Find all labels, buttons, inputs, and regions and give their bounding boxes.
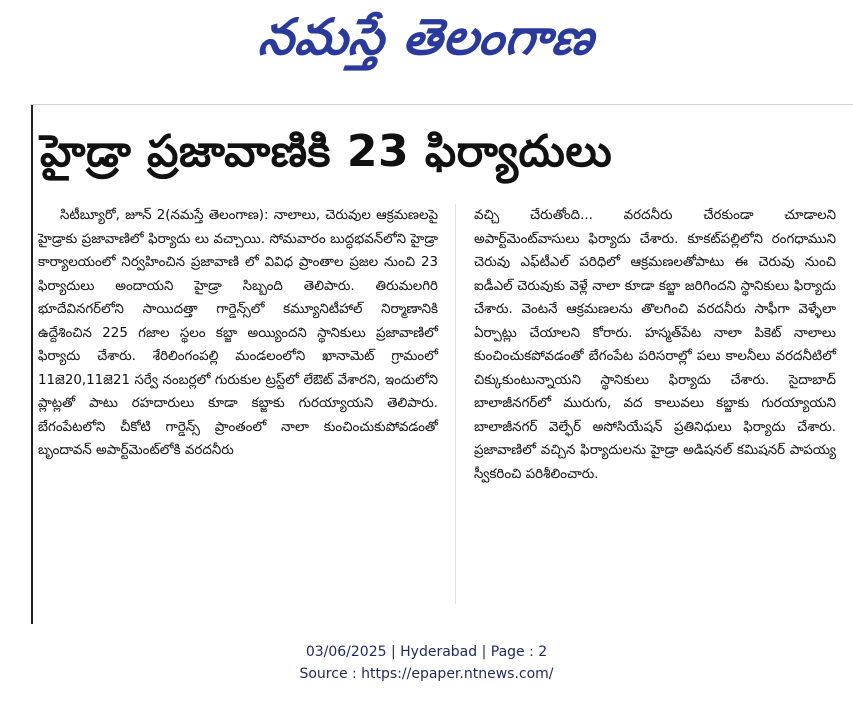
newspaper-logo: నమస్తే తెలంగాణ [255,8,598,66]
article-body-left: సిటీబ్యూరో, జూన్ 2(నమస్తే తెలంగాణ): నాలాలు, చెరువుల ఆక్రమణలపై హైడ్రాకు ప్రజావాణిలో ఫిర్యాదు లు వచ్చాయి. సోమవారం బుద్ధభవన్‌లోని హైడ్రా కార్యాలయంలో నిర్వహించిన ప్రజావాణి లో వివిధ ప్రాంతాల ప్రజల నుంచి 23 ఫిర్యాదులు అందాయని హైడ్రా సిబ్బంది తెలిపారు. తిరుమలగిరి భూదేవినగర్‌లోని సాయిదత్తా గార్డెన్స్‌లో కమ్యూనిటీహాల్ నిర్మాణానికి ఉద్దేశించిన 225 గజాల స్థలం కబ్జా అయ్యిందని స్థానికులు ప్రజావాణిలో ఫిర్యాదు చేశారు. శేరిలింగంపల్లి మండలంలోని ఖానామెట్ గ్రామంలో 11జె20,11జె21 సర్వే నంబర్లలో గురుకుల ట్రస్ట్‌లో లేఔట్ వేశారని, ఇందులోని ప్లాట్లతో పాటు రహదారులు కూడా కబ్జాకు గురయ్యాయని తెలిపారు. బేగంపేటలోని చీకోటి గార్డెన్స్ ప్రాంతంలో నాలా కుంచించుకుపోవడంతో బృందావన్ అపార్ట్‌మెంట్‌లోకి వరదనీరు [38,208,438,458]
article-headline: హైడ్రా ప్రజావాణికి 23 ఫిర్యాదులు [40,126,613,177]
clipping-left-border [31,104,33,624]
clipping-top-border [31,104,853,105]
source-footer [0,641,853,685]
source-link[interactable]: Source : https://epaper.ntnews.com/ [299,666,554,682]
article-body-right: వచ్చి చేరుతోంది... వరదనీరు చేరకుండా చూడాలని అపార్ట్‌మెంట్‌వాసులు ఫిర్యాదు చేశారు. కూకట్‌పల్లిలోని రంగధాముని చెరువు ఎఫ్‌టీఎల్ పరిధిలో ఆక్రమణలతోపాటు ఈ చెరువు నుంచి ఐడీఎల్ చెరువుకు వెళ్లే నాలా కూడా కబ్జా జరిగిందని స్థానికులు ఫిర్యాదు చేశారు. వెంటనే ఆక్రమణలను తొలగించి వరదనీరు సాఫీగా వెళ్ళేలా ఏర్పాట్లు చేయాలని కోరారు. హస్మత్‌పేట నాలా పికెట్ నాలాలు కుంచించుకపోవడంతో బేగంపేట పరిసరాల్లో పలు కాలనీలు వరదనీటిలో చిక్కుకుంటున్నాయని స్థానికులు ఫిర్యాదు చేశారు. సైదాబాద్ బాలాజీనగర్‌లో మురుగు, వద కాలువలు కబ్జాకు గురయ్యాయని బాలాజీనగర్ వెల్ఫేర్ అసోసియేషన్ ప్రతినిధులు ఫిర్యాదు చేశారు. ప్రజావాణిలో వచ్చిన ఫిర్యాదులను హైడ్రా అడిషనల్ కమిషనర్ పాపయ్య స్వీకరించి పరిశీలించారు. [474,208,836,482]
article-column-right [474,204,836,486]
dateline: 03/06/2025 | Hyderabad | Page : 2 [305,644,548,660]
column-divider [455,204,456,604]
article-column-left [38,204,438,463]
masthead [0,4,853,70]
